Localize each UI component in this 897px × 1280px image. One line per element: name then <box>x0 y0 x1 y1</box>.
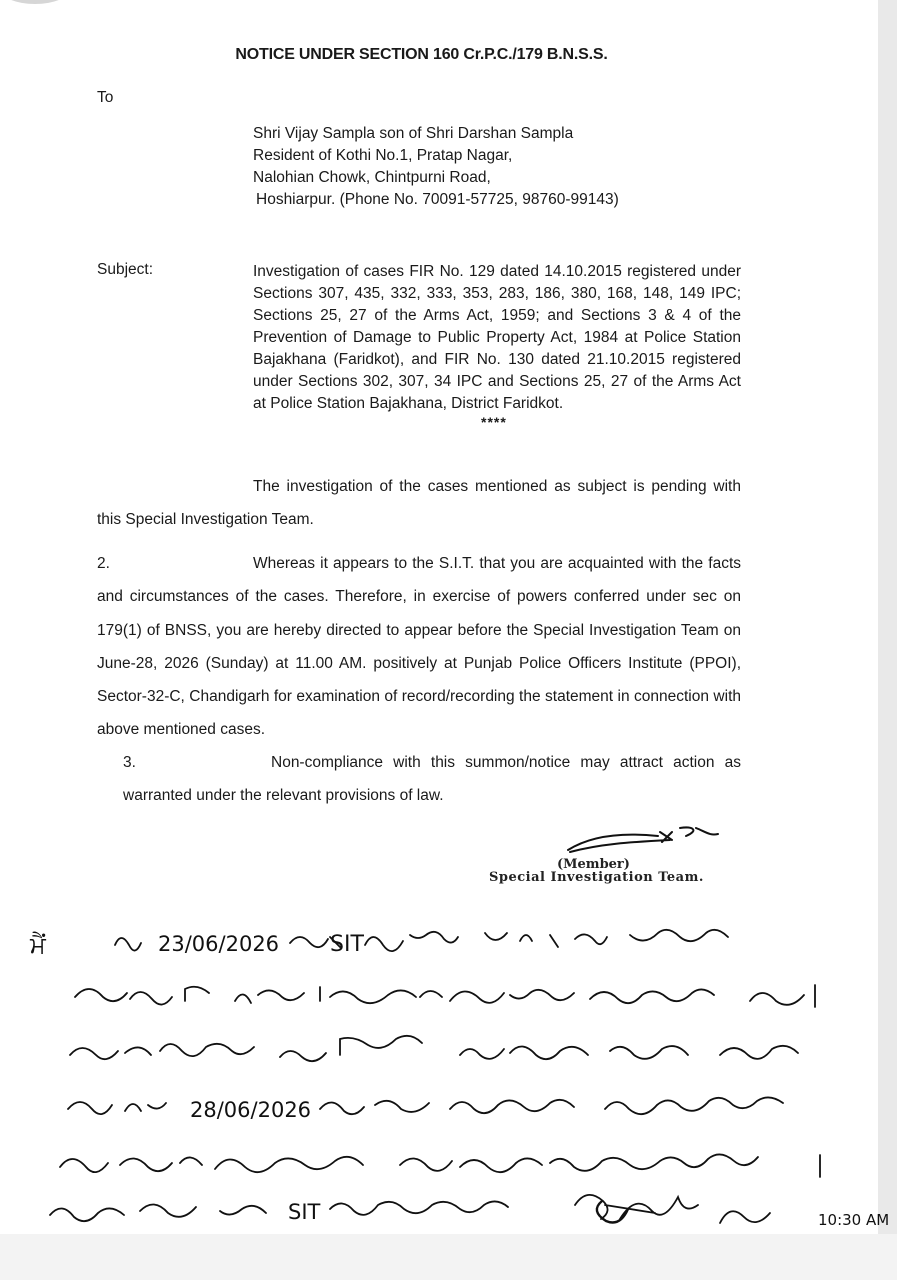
signature-designation: (Member) <box>557 857 630 872</box>
recipient-address <box>253 123 619 211</box>
paragraph-number: 3. <box>123 754 136 771</box>
member-signature <box>560 822 730 862</box>
paragraph-3-text: Non-compliance with this summon/notice may attract action as warranted under the relevant provisions of law. <box>123 754 741 805</box>
separator-stars: **** <box>481 414 507 430</box>
subject-text: Investigation of cases FIR No. 129 dated 14.10.2015 registered under Sections 307, 435, 332, 333, 353, 283, 186, 380, 168, 148, 149 IPC; Sections 25, 27 of the Arms Act, 1959; and Sections 3 & 4 of the Prevention of Damage to Public Property Act, 1984 at Police Station Bajakhana (Faridkot), and FIR No. 130 dated 21.10.2015 registered under Sections 302, 307, 34 IPC and Sections 25, 27 of the Arms Act at Police Station Bajakhana, District Faridkot. <box>253 263 741 412</box>
to-label: To <box>97 89 114 106</box>
corner-shadow <box>0 0 70 4</box>
paragraph-number: 2. <box>97 555 110 572</box>
address-line: Hoshiarpur. (Phone No. 70091-57725, 98760-99143) <box>256 191 619 208</box>
notice-title: NOTICE UNDER SECTION 160 Cr.P.C./179 B.N.S.S. <box>235 46 608 63</box>
paragraph-2-text: Whereas it appears to the S.I.T. that you are acquainted with the facts and circumstances of the cases. Therefore, in exercise of powers conferred under sec on 179(1) of BNSS, you are hereby directed to appear before the Special Investigation Team on June-28, 2026 (Sunday) at 11.00 AM. positively at Punjab Police Officers Institute (PPOI), Sector-32-C, Chandigarh for examination of record/recording the statement in connection with above mentioned cases. <box>97 555 741 739</box>
note-fragment: 23/06/2026 <box>158 932 280 956</box>
note-fragment: ਮੈਂ <box>30 931 46 959</box>
handwritten-note <box>30 905 890 1235</box>
paragraph-2 <box>97 547 741 747</box>
paragraph-1: The investigation of the cases mentioned as subject is pending with this Special Investigation Team. <box>97 478 741 529</box>
note-time: 10:30 AM <box>818 1211 890 1229</box>
note-fragment: 28/06/2026 <box>190 1098 312 1122</box>
note-fragment: SIT <box>330 932 364 957</box>
signature-team: Special Investigation Team. <box>489 870 704 885</box>
note-fragment: SIT <box>288 1200 321 1224</box>
address-line: Resident of Kothi No.1, Pratap Nagar, <box>253 147 513 164</box>
subject-label: Subject: <box>97 261 154 278</box>
address-line: Nalohian Chowk, Chintpurni Road, <box>253 169 491 186</box>
address-line: Shri Vijay Sampla son of Shri Darshan Sampla <box>253 125 574 142</box>
page-edge-shadow <box>878 0 897 1234</box>
paragraph-3 <box>123 746 741 813</box>
